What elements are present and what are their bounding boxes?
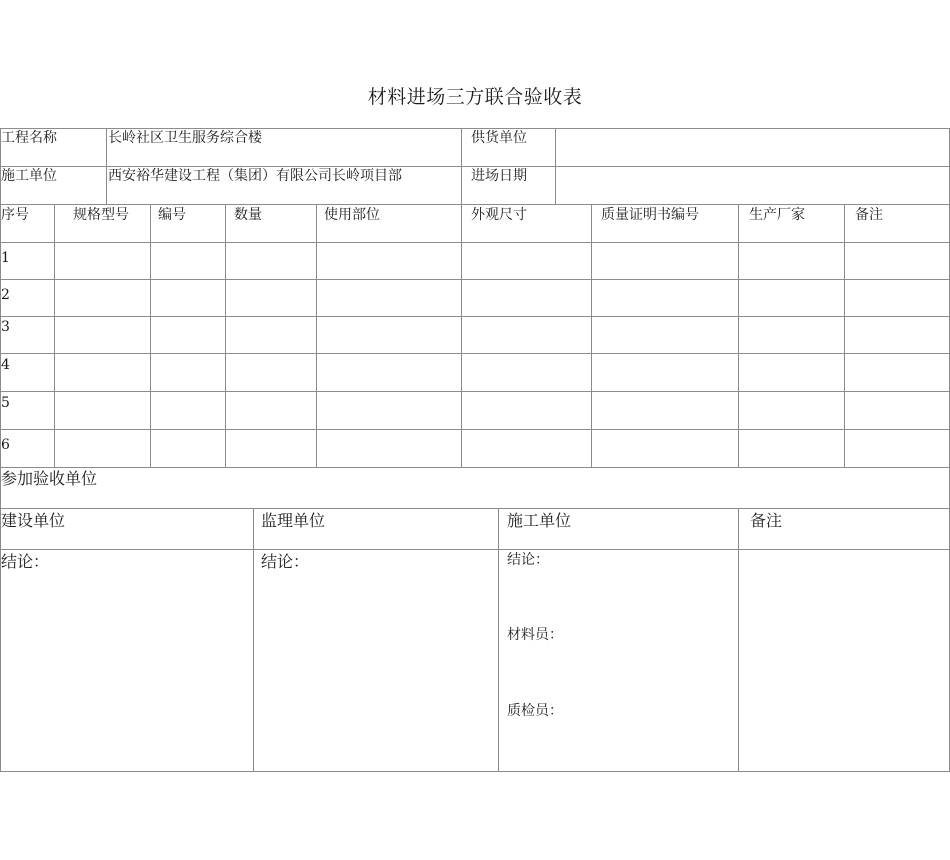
- column-header-remarks: 备注: [855, 207, 883, 223]
- column-header-appearance: 外观尺寸: [471, 207, 527, 223]
- contractor-label: 施工单位: [1, 168, 57, 184]
- row-number: 1: [1, 250, 10, 266]
- column-header-certificate-no: 质量证明书编号: [601, 207, 699, 223]
- column-header-quantity: 数量: [234, 207, 262, 223]
- row-number: 3: [1, 319, 10, 335]
- quality-inspector-label: 质检员：: [507, 703, 563, 719]
- supervisor-unit-label: 监理单位: [261, 511, 326, 530]
- contractor-conclusion-label: 结论：: [507, 552, 549, 568]
- row-number: 4: [1, 357, 10, 373]
- column-header-spec: 规格型号: [73, 207, 129, 223]
- owner-unit-label: 建设单位: [1, 511, 66, 530]
- row-number: 2: [1, 287, 10, 303]
- contractor-unit-label: 施工单位: [507, 511, 572, 530]
- acceptance-section-label: 参加验收单位: [1, 469, 98, 488]
- contractor-value: 西安裕华建设工程（集团）有限公司长岭项目部: [108, 168, 402, 184]
- column-header-number: 编号: [158, 207, 186, 223]
- column-header-seq: 序号: [1, 207, 29, 223]
- supervisor-conclusion-label: 结论：: [261, 552, 310, 571]
- material-staff-label: 材料员：: [507, 627, 563, 643]
- column-header-manufacturer: 生产厂家: [749, 207, 805, 223]
- column-header-usage-location: 使用部位: [324, 207, 380, 223]
- supplier-label: 供货单位: [471, 130, 527, 146]
- row-number: 5: [1, 395, 10, 411]
- owner-conclusion-label: 结论：: [1, 552, 50, 571]
- project-name-label: 工程名称: [1, 130, 57, 146]
- row-number: 6: [1, 437, 10, 453]
- entry-date-label: 进场日期: [471, 168, 527, 184]
- form-title: 材料进场三方联合验收表: [367, 86, 583, 108]
- acceptance-remarks-label: 备注: [750, 511, 783, 530]
- project-name-value: 长岭社区卫生服务综合楼: [108, 130, 262, 146]
